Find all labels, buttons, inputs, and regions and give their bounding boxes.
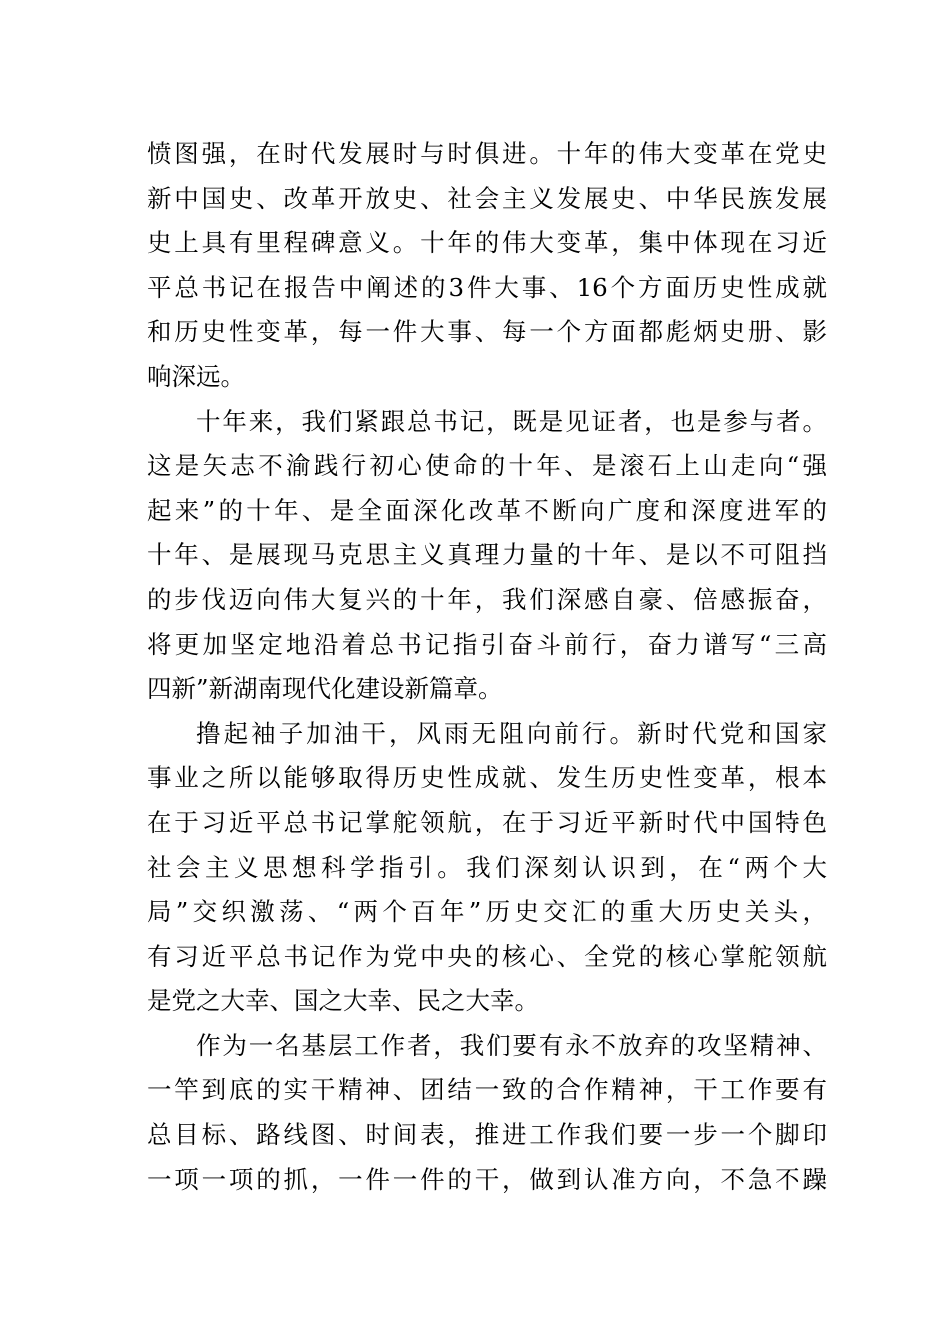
text-line: 有习近平总书记作为党中央的核心、全党的核心掌舵领航: [147, 941, 827, 971]
text-line: 一项一项的抓，一件一件的干，做到认准方向，不急不躁: [147, 1164, 827, 1194]
text-line: 局”交织激荡、“两个百年”历史交汇的重大历史关头，: [147, 897, 827, 927]
text-line: 社会主义思想科学指引。我们深刻认识到，在“两个大: [147, 852, 827, 882]
paragraph-first-line: 撸起袖子加油干，风雨无阻向前行。新时代党和国家: [196, 718, 827, 748]
text-line: 响深远。: [147, 361, 245, 391]
text-line: 这是矢志不渝践行初心使命的十年、是滚石上山走向“强: [147, 451, 827, 481]
text-line: 四新”新湖南现代化建设新篇章。: [147, 674, 503, 704]
body-text: [147, 132, 827, 1202]
text-line: 是党之大幸、国之大幸、民之大幸。: [147, 986, 539, 1016]
text-line: 在于习近平总书记掌舵领航，在于习近平新时代中国特色: [147, 807, 827, 837]
text-line: 和历史性变革，每一件大事、每一个方面都彪炳史册、影: [147, 317, 827, 347]
text-line: 新中国史、改革开放史、社会主义发展史、中华民族发展: [147, 183, 827, 213]
text-line: 史上具有里程碑意义。十年的伟大变革，集中体现在习近: [147, 228, 827, 258]
text-line: 将更加坚定地沿着总书记指引奋斗前行，奋力谱写“三高: [147, 629, 827, 659]
text-line: 一竿到底的实干精神、团结一致的合作精神，干工作要有: [147, 1075, 827, 1105]
text-line: 平总书记在报告中阐述的3件大事、16个方面历史性成就: [147, 272, 827, 302]
paragraph-first-line: 十年来，我们紧跟总书记，既是见证者，也是参与者。: [196, 406, 827, 436]
text-line: 十年、是展现马克思主义真理力量的十年、是以不可阻挡: [147, 540, 827, 570]
text-line: 起来”的十年、是全面深化改革不断向广度和深度进军的: [147, 495, 827, 525]
text-line: 总目标、路线图、时间表，推进工作我们要一步一个脚印: [147, 1120, 827, 1150]
text-line: 愤图强，在时代发展时与时俱进。十年的伟大变革在党史: [147, 139, 827, 168]
text-line: 的步伐迈向伟大复兴的十年，我们深感自豪、倍感振奋，: [147, 584, 827, 614]
text-line: 事业之所以能够取得历史性成就、发生历史性变革，根本: [147, 763, 827, 793]
paragraph-first-line: 作为一名基层工作者，我们要有永不放弃的攻坚精神、: [196, 1030, 827, 1060]
